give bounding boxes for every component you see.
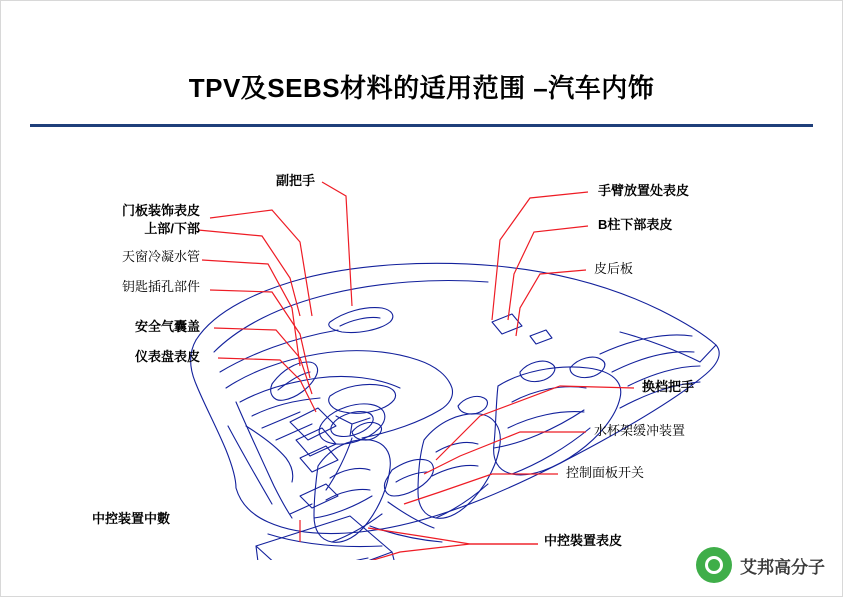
label-cup-holder-cushion: 水杯架缓冲装置: [594, 423, 686, 438]
leader-lines: [198, 182, 634, 560]
watermark-text: 艾邦高分子: [740, 557, 825, 577]
label-door-trim-skin: 门板装饰表皮 上部/下部: [121, 203, 200, 236]
circle-logo-icon: [696, 547, 732, 583]
label-assist-grip: 副把手: [276, 173, 316, 188]
car-interior-diagram: [0, 140, 843, 560]
label-b-pillar-lower-skin: B柱下部表皮: [598, 217, 673, 232]
label-shift-knob: 换档把手: [642, 379, 695, 394]
page-title: TPV及SEBS材料的适用范围 –汽车内饰: [188, 73, 655, 103]
title-divider: [30, 124, 813, 127]
label-rear-leather-panel: 皮后板: [594, 261, 634, 276]
label-instrument-panel-skin: 仪表盘表皮: [134, 349, 200, 364]
label-key-slot-part: 钥匙插孔部件: [121, 279, 200, 294]
watermark-badge: [696, 543, 825, 587]
label-armrest-skin: 手臂放置处表皮: [598, 183, 690, 198]
label-sunroof-drain-pipe: 天窗冷凝水管: [121, 249, 200, 264]
label-center-console-inner: 中控装置中數: [92, 511, 171, 526]
label-airbag-cover: 安全气囊盖: [134, 319, 200, 334]
label-center-console-skin: 中控裝置表皮: [544, 533, 623, 548]
label-control-panel-switch: 控制面板开关: [566, 465, 645, 480]
